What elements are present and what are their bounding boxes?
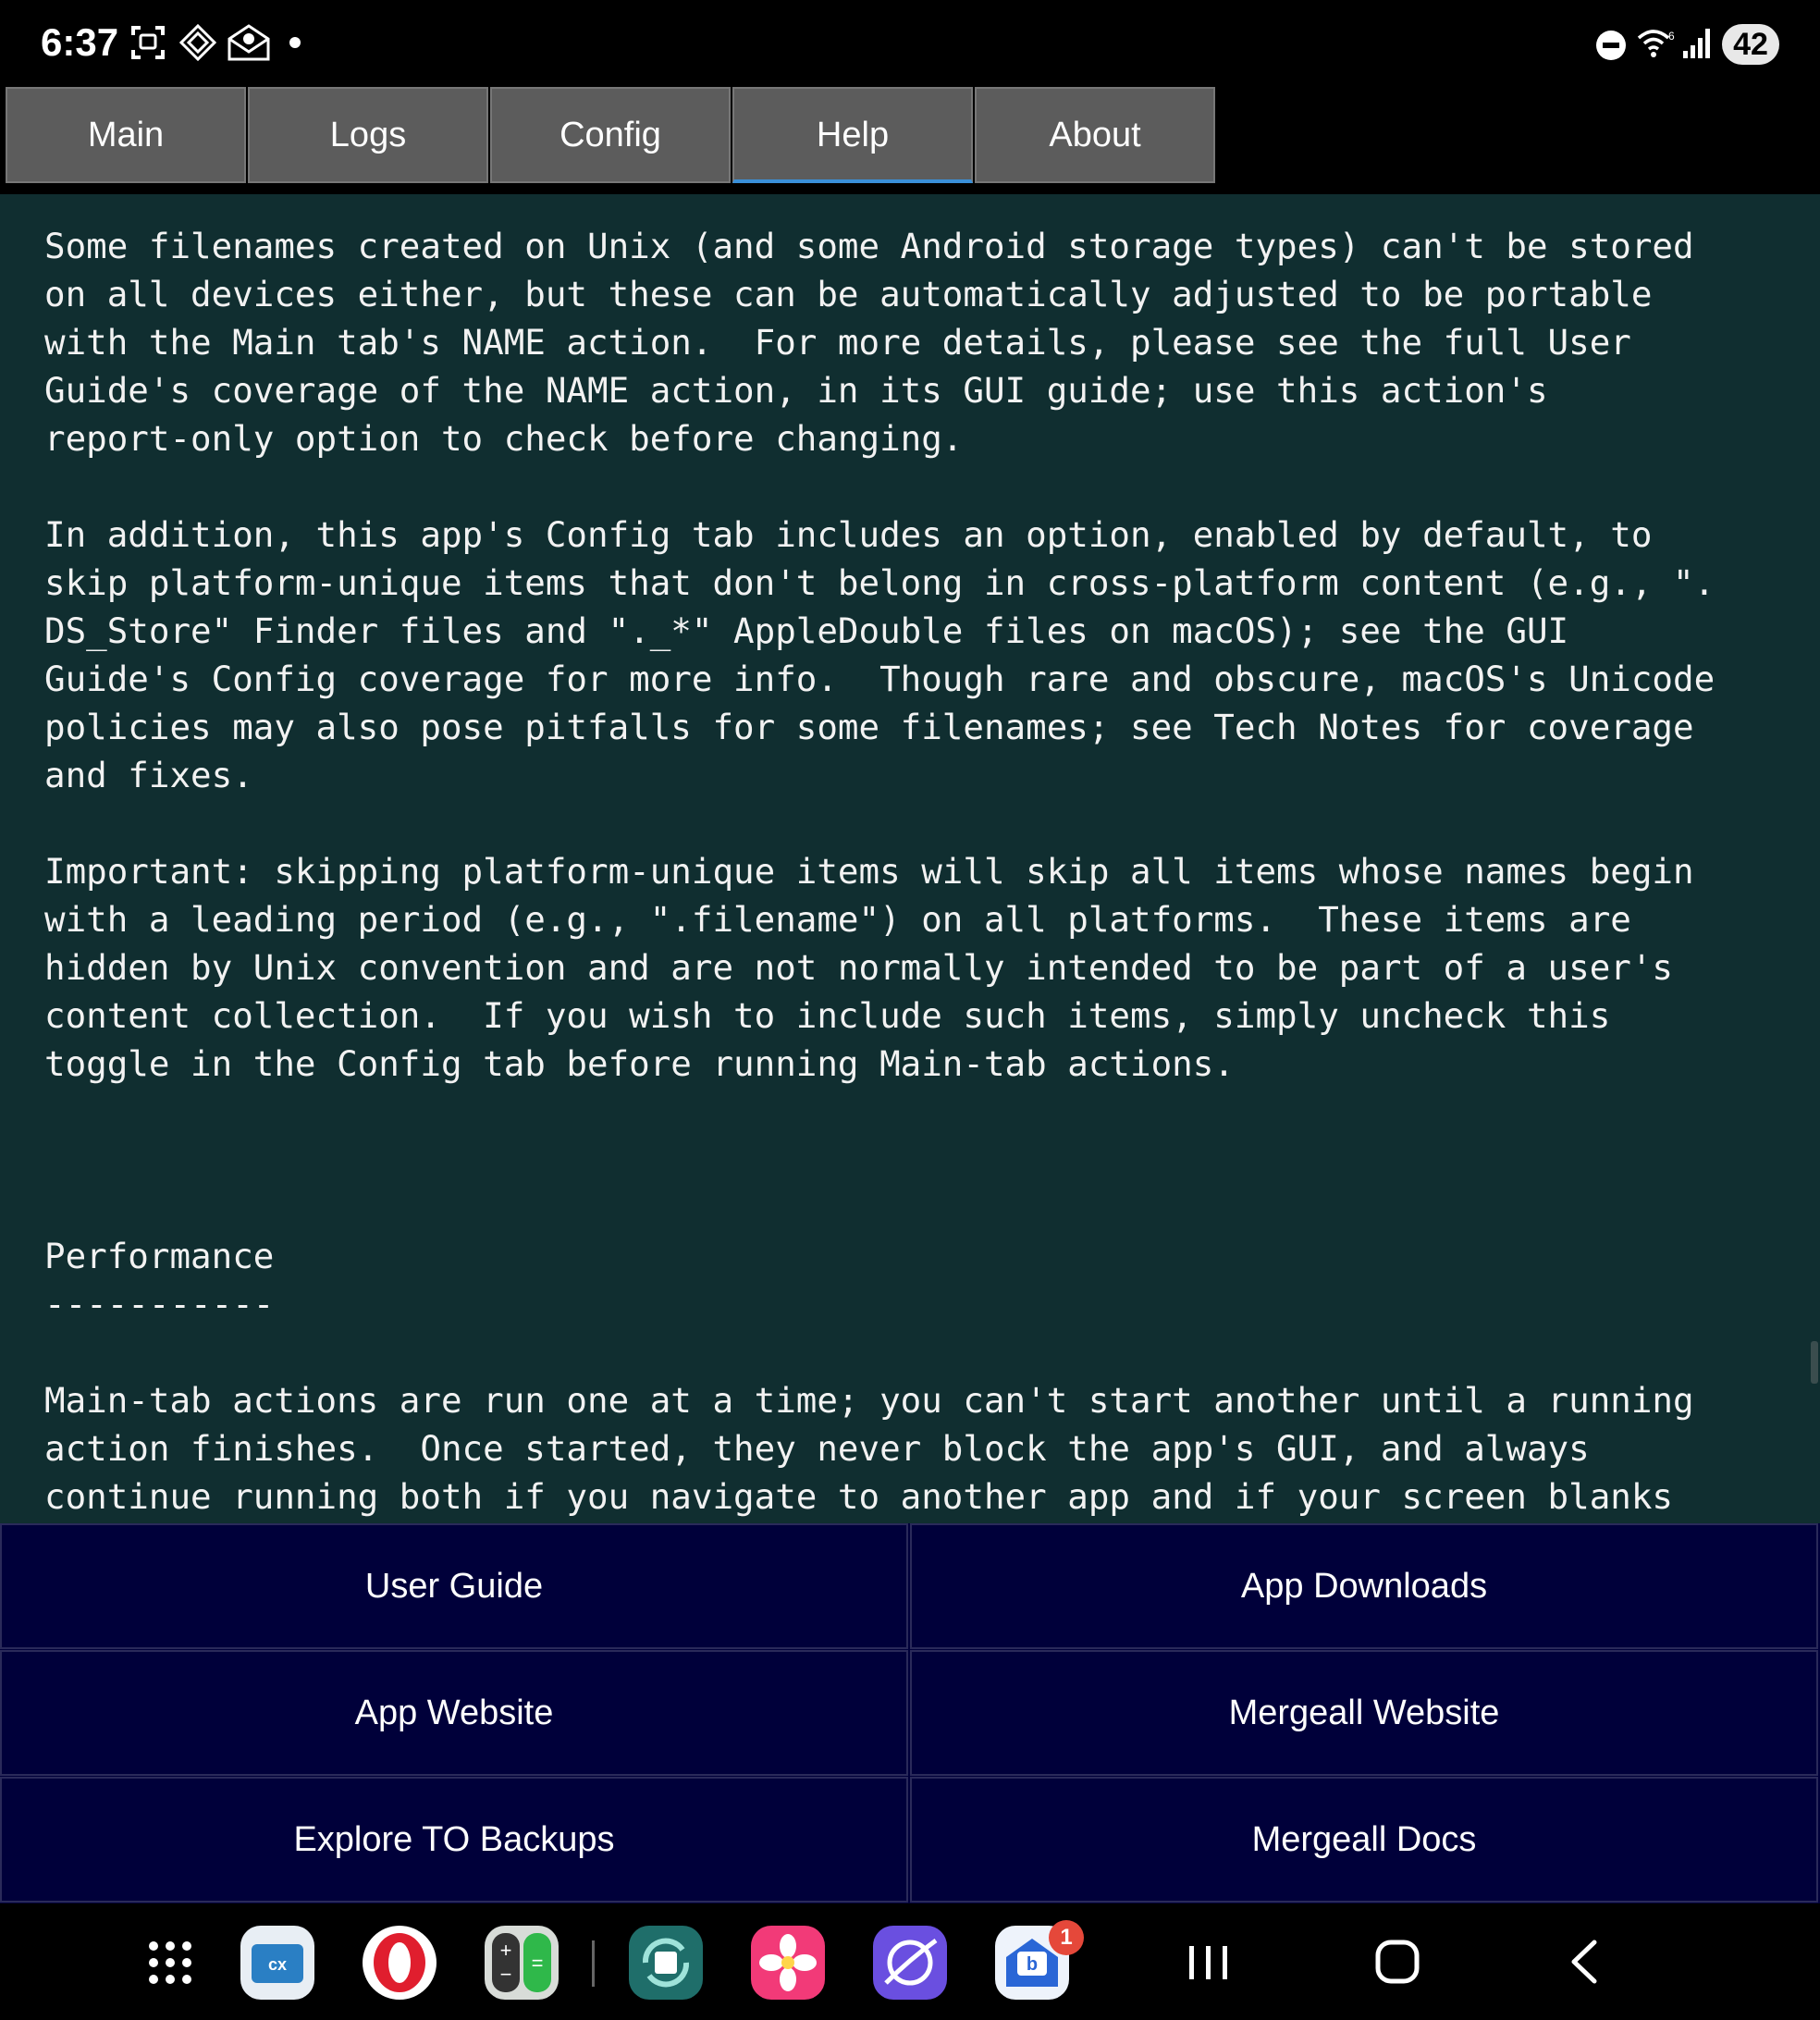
tab-bar — [0, 87, 1820, 194]
help-text: Some filenames created on Unix (and some Android storage types) can't be stored on all devices either, but these can be automatically adjusted to be portable with the Main tab's NAME action. For more details, please see the full User Guide's coverage of the NAME action, in its GUI guide; use this action's report-only option to check before changing. In addition, this app's Config tab includes an option, enabled by default, to skip platform-unique items that don't belong in cross-platform content (e.g., ". DS_Store" Finder files and "._*" AppleDouble files on macOS); see the GUI Guide's Config coverage for more info. Though rare and obscure, macOS's Unicode policies may also pose pitfalls for some filenames; see Tech Notes for coverage and fixes. Important: skipping platform-unique items will skip all items whose names begin with a leading period (e.g., ".filename") on all platforms. These items are hidden by Unix convention and are not normally intended to be part of a user's content collection. If you wish to include such items, simply uncheck this toggle in the Config tab before running Main-tab actions. Performance ----------- Main-tab actions are run one at a time; you can't start another until a running action finishes. Once started, they never block the app's GUI, and always continue running both if you navigate to another app and if your screen blanks — [44, 226, 1715, 1517]
backup-app-icon[interactable] — [627, 1924, 705, 2002]
dock-divider — [592, 1940, 595, 1987]
internet-icon[interactable] — [871, 1924, 949, 2002]
tab-logs[interactable]: Logs — [248, 87, 488, 183]
scrollbar-thumb[interactable] — [1811, 1341, 1818, 1384]
opera-icon[interactable] — [361, 1924, 438, 2002]
tab-config[interactable]: Config — [490, 87, 731, 183]
navigation-bar — [0, 1903, 1820, 2020]
svg-text:b: b — [1026, 1954, 1039, 1975]
mail-badge: 1 — [1049, 1920, 1084, 1955]
battery-indicator: 42 — [1722, 24, 1779, 65]
tab-about[interactable]: About — [975, 87, 1215, 183]
status-time: 6:37 — [41, 20, 119, 64]
tab-main[interactable]: Main — [6, 87, 246, 183]
user-guide-button[interactable]: User Guide — [0, 1523, 908, 1649]
signal-icon — [1681, 24, 1713, 63]
mail-notification-icon — [228, 24, 270, 61]
screenshot-icon — [129, 24, 166, 61]
mergeall-website-button[interactable]: Mergeall Website — [910, 1650, 1818, 1776]
wifi-icon — [1637, 24, 1676, 63]
calculator-icon[interactable] — [483, 1924, 560, 2002]
svg-text:+: + — [499, 1939, 512, 1962]
app-website-button[interactable]: App Website — [0, 1650, 908, 1776]
back-icon[interactable] — [1554, 1929, 1618, 1994]
do-not-disturb-icon — [1594, 24, 1628, 63]
app-downloads-button[interactable]: App Downloads — [910, 1523, 1818, 1649]
explore-backups-button[interactable]: Explore TO Backups — [0, 1777, 908, 1903]
help-link-buttons — [0, 1523, 1820, 1903]
dot-icon — [289, 24, 301, 61]
mergeall-docs-button[interactable]: Mergeall Docs — [910, 1777, 1818, 1903]
svg-text:=: = — [531, 1952, 544, 1975]
gallery-icon[interactable] — [749, 1924, 827, 2002]
svg-text:6: 6 — [1668, 30, 1675, 43]
cx-file-explorer-icon[interactable] — [239, 1924, 316, 2002]
svg-text:cx: cx — [267, 1955, 288, 1974]
home-icon[interactable] — [1365, 1929, 1430, 1994]
help-content-scroll-area[interactable] — [0, 194, 1820, 1523]
app-drawer-icon[interactable] — [131, 1924, 209, 2002]
recents-icon[interactable] — [1176, 1929, 1241, 1994]
diamond-app-icon — [179, 24, 216, 61]
svg-text:−: − — [499, 1963, 512, 1986]
status-bar — [0, 0, 1820, 87]
tab-help[interactable]: Help — [732, 87, 973, 183]
